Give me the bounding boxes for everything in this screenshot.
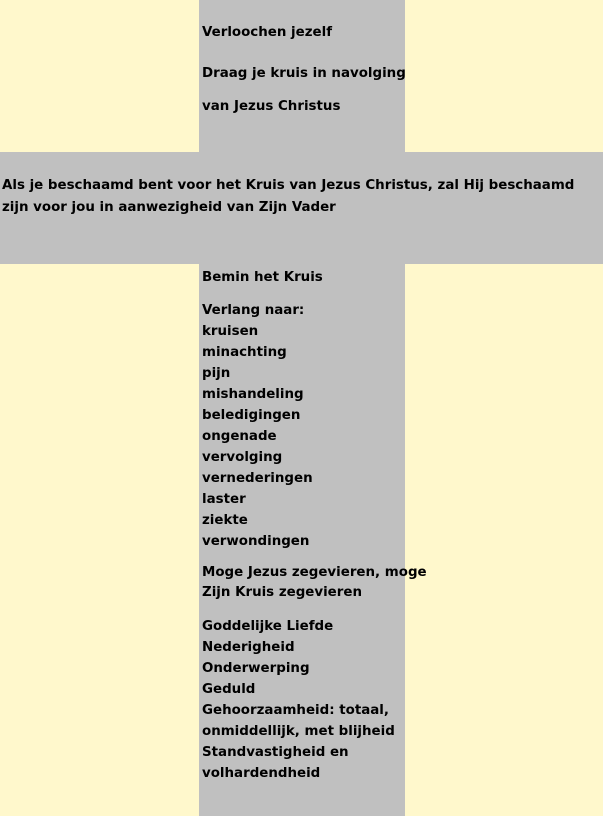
verlang-item: minachting (202, 345, 287, 360)
virtue-item: volhardendheid (202, 766, 321, 781)
top-line-1: Verloochen jezelf (202, 25, 333, 40)
top-line-3: van Jezus Christus (202, 99, 341, 114)
moge-block (202, 563, 427, 603)
verlang-list (202, 300, 402, 552)
virtue-item: Onderwerping (202, 661, 310, 676)
verlang-item: mishandeling (202, 387, 304, 402)
verlang-item: beledigingen (202, 408, 301, 423)
verlang-item: ziekte (202, 513, 248, 528)
virtue-item: onmiddellijk, met blijheid (202, 724, 395, 739)
verlang-item: vernederingen (202, 471, 313, 486)
verlang-item: ongenade (202, 429, 277, 444)
virtue-item: Geduld (202, 682, 256, 697)
verlang-item: vervolging (202, 450, 283, 465)
virtue-item: Goddelijke Liefde (202, 619, 334, 634)
moge-line: Zijn Kruis zegevieren (202, 585, 362, 600)
virtues-list (202, 616, 402, 784)
moge-line: Moge Jezus zegevieren, moge (202, 565, 427, 580)
top-line-2: Draag je kruis in navolging (202, 66, 406, 81)
verlang-item: laster (202, 492, 246, 507)
bottom-title: Bemin het Kruis (202, 270, 323, 285)
verlang-heading: Verlang naar: (202, 303, 305, 318)
verlang-item: kruisen (202, 324, 259, 339)
virtue-item: Standvastigheid en (202, 745, 349, 760)
verlang-item: verwondingen (202, 534, 310, 549)
verlang-item: pijn (202, 366, 231, 381)
virtue-item: Gehoorzaamheid: totaal, (202, 703, 389, 718)
banner-text: Als je beschaamd bent voor het Kruis van Jezus Christus, zal Hij beschaamd zijn voor jou in aanwezigheid van Zijn Vader (2, 178, 575, 215)
virtue-item: Nederigheid (202, 640, 295, 655)
